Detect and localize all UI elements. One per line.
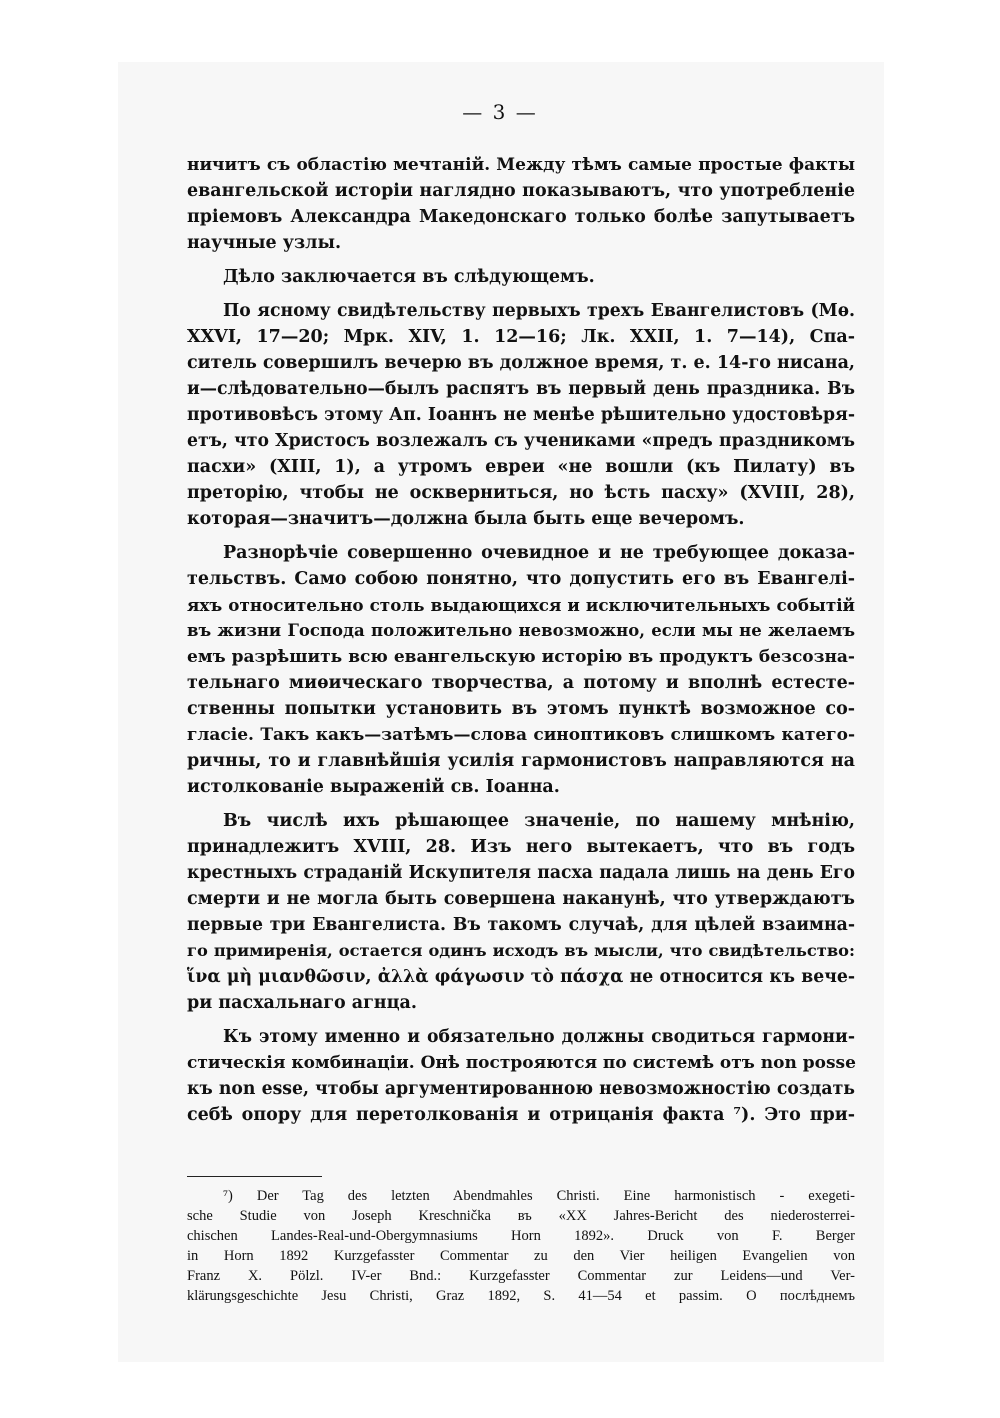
text-line: гласіе. Такъ какъ—затѣмъ—слова синоптиковъ слишкомъ катего- (187, 725, 855, 745)
text-line: пасхи» (XIII, 1), а утромъ евреи «не вошли (къ Пилату) въ (187, 457, 855, 477)
footnote-line: in Horn 1892 Kurzgefasster Commentar zu den Vier heiligen Evangelien von (187, 1248, 855, 1264)
text-line: евангельской исторіи наглядно показываютъ, что употребленіе (187, 181, 855, 201)
footnote-line: sche Studie von Joseph Kreschnička въ «XX Jahres-Bericht des niederosterrei- (187, 1208, 855, 1224)
text-line: научные узлы. (187, 233, 342, 253)
text-line: которая—значитъ—должна была быть еще вечеромъ. (187, 509, 745, 529)
text-line: Дѣло заключается въ слѣдующемъ. (223, 267, 595, 287)
text-line: XXVI, 17—20; Мрк. XIV, 1. 12—16; Лк. XXII, 1. 7—14), Спа- (187, 327, 855, 347)
footnote-line: ⁷) Der Tag des letzten Abendmahles Christi. Eine harmonistisch - exegeti- (223, 1188, 855, 1204)
text-line: смерти и не могла быть совершена наканунѣ, что утверждаютъ (187, 889, 855, 909)
text-line: Въ числѣ ихъ рѣшающее значеніе, по нашему мнѣнію, (223, 811, 855, 831)
text-line: преторію, чтобы не оскверниться, но ѣсть пасху» (XVIII, 28), (187, 483, 855, 503)
text-line: Разнорѣчіе совершенно очевидное и не требующее доказа- (223, 543, 855, 563)
text-line: первые три Евангелиста. Въ такомъ случаѣ, для цѣлей взаимна- (187, 915, 855, 935)
text-line: тельствъ. Само собою понятно, что допустить его въ Евангелі- (187, 569, 855, 589)
text-line: къ non esse, чтобы аргументированною невозможностію создать (187, 1079, 855, 1099)
text-line: ситель совершилъ вечерю въ должное время, т. е. 14-го нисана, (187, 353, 855, 373)
text-line: себѣ опору для перетолкованія и отрицанія факта ⁷). Это при- (187, 1105, 855, 1125)
text-line: ничитъ съ областію мечтаній. Между тѣмъ самые простые факты (187, 155, 855, 175)
text-line: противовѣсъ этому Ап. Іоаннъ не менѣе рѣшительно удостовѣря- (187, 405, 855, 425)
text-line: пріемовъ Александра Македонскаго только болѣе запутываетъ (187, 207, 855, 227)
text-line: ственны попытки установить въ этомъ пунктѣ возможное со- (187, 699, 855, 719)
footnote-line: klärungsgeschichte Jesu Christi, Graz 1892, S. 41—54 et passim. О послѣднемъ (187, 1288, 855, 1304)
text-line: стическія комбинаціи. Онѣ построяются по системѣ отъ non posse (187, 1053, 856, 1073)
text-line: ри пасхальнаго агнца. (187, 993, 417, 1013)
text-line: ричны, то и главнѣйшія усилія гармонистовъ направляются на (187, 751, 855, 771)
text-line: истолкованіе выраженій св. Іоанна. (187, 777, 560, 797)
text-line: въ жизни Господа положительно невозможно, если мы не желаемъ (187, 621, 855, 640)
text-line: По ясному свидѣтельству первыхъ трехъ Евангелистовъ (Мѳ. (223, 301, 855, 321)
text-line-greek: ἵνα μὴ μιανθῶσιν, ἀλλὰ φάγωσιν τὸ πάσχα не относится къ вече- (187, 967, 855, 987)
footnote-line: Franz X. Pölzl. IV-er Bnd.: Kurzgefasster Commentar zur Leidens—und Ver- (187, 1268, 855, 1284)
footnote-divider (187, 1176, 322, 1177)
footnotes (187, 1186, 855, 1306)
footnote-line: chischen Landes-Real-und-Obergymnasiums Horn 1892». Druck von F. Berger (187, 1228, 855, 1244)
text-line: принадлежитъ XVIII, 28. Изъ него вытекаетъ, что въ годъ (187, 837, 855, 857)
main-text (187, 152, 855, 1128)
text-line: тельнаго миѳическаго творчества, а потому и вполнѣ естесте- (187, 673, 855, 693)
text-line: Къ этому именно и обязательно должны сводиться гармони- (223, 1027, 855, 1047)
page-number: — 3 — (462, 100, 538, 124)
text-line: емъ разрѣшить всю евангельскую исторію въ продуктъ безсозна- (187, 647, 855, 667)
text-line: и—слѣдовательно—былъ распятъ въ первый день праздника. Въ (187, 379, 855, 399)
text-line: го примиренія, остается одинъ исходъ въ мысли, что свидѣтельство: (187, 941, 855, 960)
text-line: етъ, что Христосъ возлежалъ съ учениками «предъ праздникомъ (187, 431, 855, 451)
text-line: крестныхъ страданій Искупителя пасха падала лишь на день Его (187, 863, 855, 883)
text-line: яхъ относительно столь выдающихся и исключительныхъ событій (187, 595, 855, 615)
